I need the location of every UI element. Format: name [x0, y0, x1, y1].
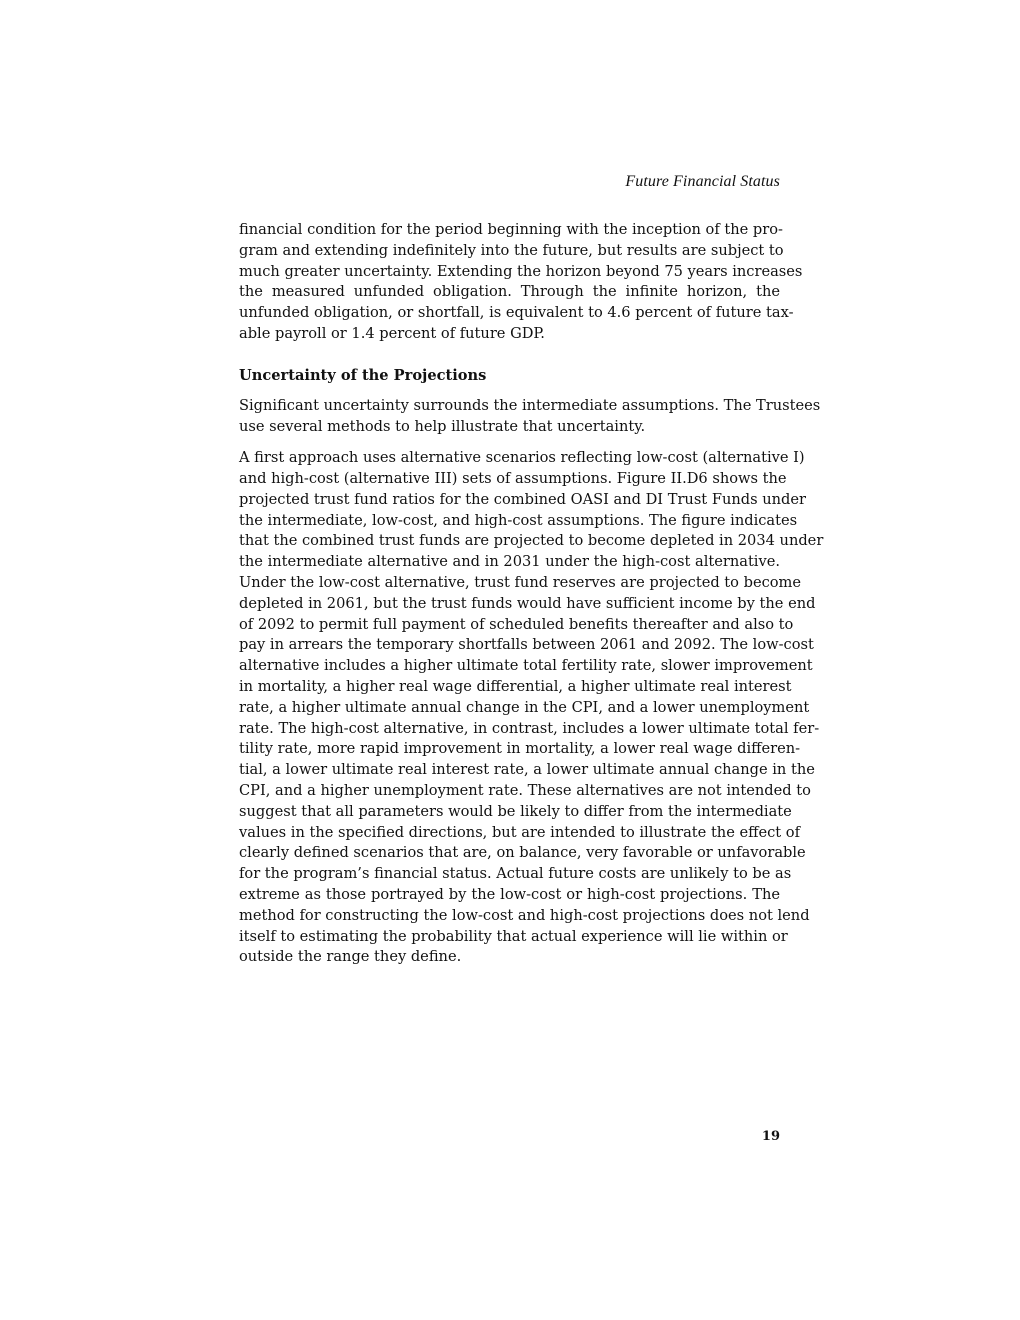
text-line: A first approach uses alternative scenarios reflecting low-cost (alternative I): [239, 449, 805, 467]
text-line: tility rate, more rapid improvement in mortality, a lower real wage differen-: [239, 740, 801, 758]
text-line: that the combined trust funds are projected to become depleted in 2034 under: [239, 532, 824, 550]
text-line: pay in arrears the temporary shortfalls between 2061 and 2092. The low-cost: [239, 636, 814, 654]
page-number: 19: [761, 1129, 780, 1144]
text-line: values in the specified directions, but are intended to illustrate the effect of: [239, 823, 800, 841]
text-line: unfunded obligation, or shortfall, is equivalent to 4.6 percent of future tax-: [239, 304, 794, 322]
text-line: CPI, and a higher unemployment rate. These alternatives are not intended to: [239, 782, 811, 800]
text-line: suggest that all parameters would be likely to differ from the intermediate: [239, 802, 792, 820]
text-line: for the program’s financial status. Actual future costs are unlikely to be as: [239, 865, 792, 883]
text-line: the intermediate, low-cost, and high-cost assumptions. The figure indicates: [239, 511, 798, 529]
paragraph-alternative-scenarios: [239, 448, 824, 968]
text-line: much greater uncertainty. Extending the horizon beyond 75 years increases: [239, 262, 803, 280]
text-line: gram and extending indefinitely into the future, but results are subject to: [239, 241, 784, 259]
paragraph-infinite-horizon: [239, 220, 803, 345]
running-header: Future Financial Status: [625, 173, 780, 190]
text-line: able payroll or 1.4 percent of future GDP.: [239, 324, 545, 342]
text-line: in mortality, a higher real wage differential, a higher ultimate real interest: [239, 678, 792, 696]
text-line: itself to estimating the probability that actual experience will lie within or: [239, 927, 788, 945]
text-line: the intermediate alternative and in 2031 under the high-cost alternative.: [239, 553, 780, 571]
text-line: of 2092 to permit full payment of scheduled benefits thereafter and also to: [239, 615, 794, 633]
text-line: depleted in 2061, but the trust funds would have sufficient income by the end: [239, 594, 816, 612]
paragraph-uncertainty-intro: [239, 396, 821, 438]
text-line: rate. The high-cost alternative, in contrast, includes a lower ultimate total fer-: [239, 719, 820, 737]
text-line: and high-cost (alternative III) sets of assumptions. Figure II.D6 shows the: [239, 470, 787, 488]
text-line: Under the low-cost alternative, trust fund reserves are projected to become: [239, 574, 802, 592]
text-line: extreme as those portrayed by the low-cost or high-cost projections. The: [239, 886, 780, 903]
body-text: [239, 220, 824, 968]
text-line: clearly defined scenarios that are, on balance, very favorable or unfavorable: [239, 844, 806, 862]
text-line: Significant uncertainty surrounds the intermediate assumptions. The Trustees: [239, 397, 821, 415]
text-line: method for constructing the low-cost and high-cost projections does not lend: [239, 906, 810, 924]
text-line: alternative includes a higher ultimate total fertility rate, slower improvement: [239, 657, 813, 675]
text-line: projected trust fund ratios for the combined OASI and DI Trust Funds under: [239, 490, 806, 508]
text-line: the measured unfunded obligation. Through the infinite horizon, the: [239, 283, 780, 301]
text-line: use several methods to help illustrate that uncertainty.: [239, 417, 646, 435]
text-line: financial condition for the period beginning with the inception of the pro-: [239, 221, 783, 238]
text-line: outside the range they define.: [239, 948, 462, 966]
section-heading: Uncertainty of the Projections: [239, 366, 487, 384]
text-line: rate, a higher ultimate annual change in the CPI, and a lower unemployment: [239, 698, 810, 716]
text-line: tial, a lower ultimate real interest rate, a lower ultimate annual change in the: [239, 761, 815, 779]
